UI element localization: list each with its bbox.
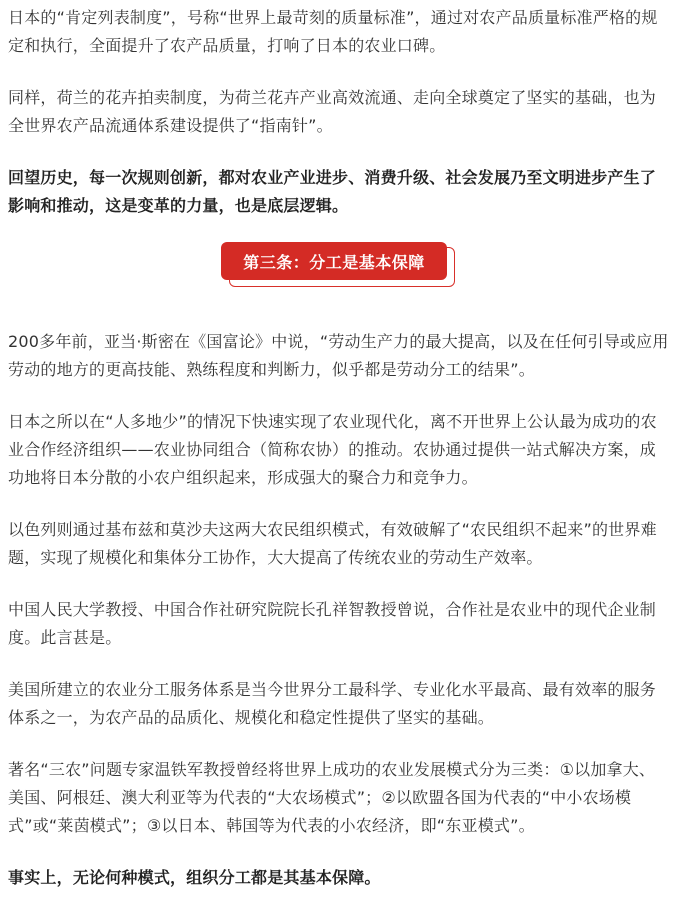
paragraph-japan-positive-list: 日本的“肯定列表制度”，号称“世界上最苛刻的质量标准”，通过对农产品质量标准严格的规定和执行，全面提升了农产品质量，打响了日本的农业口碑。 (8, 8, 658, 55)
paragraph-adam-smith: 200多年前，亚当·斯密在《国富论》中说，“劳动生产力的最大提高，以及在任何引导或应用劳动的地方的更高技能、熟练程度和判断力，似乎都是劳动分工的结果”。 (8, 332, 669, 379)
article-body (8, 0, 670, 892)
paragraph-japan-cooperative: 日本之所以在“人多地少”的情况下快速实现了农业现代化，离不开世界上公认最为成功的农业合作经济组织——农业协同组合（简称农协）的推动。农协通过提供一站式解决方案，成功地将日本分散的小农户组织起来，形成强大的聚合力和竞争力。 (8, 412, 657, 487)
section-heading-badge (221, 242, 457, 286)
paragraph-wen-tiejun-models: 著名“三农”问题专家温铁军教授曾经将世界上成功的农业发展模式分为三类：①以加拿大、美国、阿根廷、澳大利亚等为代表的“大农场模式”；②以欧盟各国为代表的“中小农场模式”或“莱茵模式”；③以日本、韩国等为代表的小农经济，即“东亚模式”。 (8, 760, 656, 835)
paragraph-conclusion (8, 864, 670, 892)
conclusion-emphasis: 无论何种模式，组织分工都是其基本保障。 (72, 868, 381, 887)
conclusion-lead: 事实上， (8, 868, 73, 887)
paragraph-netherlands-flower-auction: 同样，荷兰的花卉拍卖制度，为荷兰花卉产业高效流通、走向全球奠定了坚实的基础，也为全世界农产品流通体系建设提供了“指南针”。 (8, 88, 657, 135)
paragraph-israel-model: 以色列则通过基布兹和莫沙夫这两大农民组织模式，有效破解了“农民组织不起来”的世界难题，实现了规模化和集体分工协作，大大提高了传统农业的劳动生产效率。 (8, 520, 657, 567)
paragraph-kong-xiangzhi: 中国人民大学教授、中国合作社研究院院长孔祥智教授曾说，合作社是农业中的现代企业制度。此言甚是。 (8, 600, 657, 647)
paragraph-history-review: 回望历史，每一次规则创新，都对农业产业进步、消费升级、社会发展乃至文明进步产生了影响和推动，这是变革的力量，也是底层逻辑。 (8, 168, 657, 215)
section-heading: 第三条：分工是基本保障 (221, 242, 447, 280)
paragraph-us-service-system: 美国所建立的农业分工服务体系是当今世界分工最科学、专业化水平最高、最有效率的服务体系之一，为农产品的品质化、规模化和稳定性提供了坚实的基础。 (8, 680, 657, 727)
section-heading-container (8, 242, 670, 296)
